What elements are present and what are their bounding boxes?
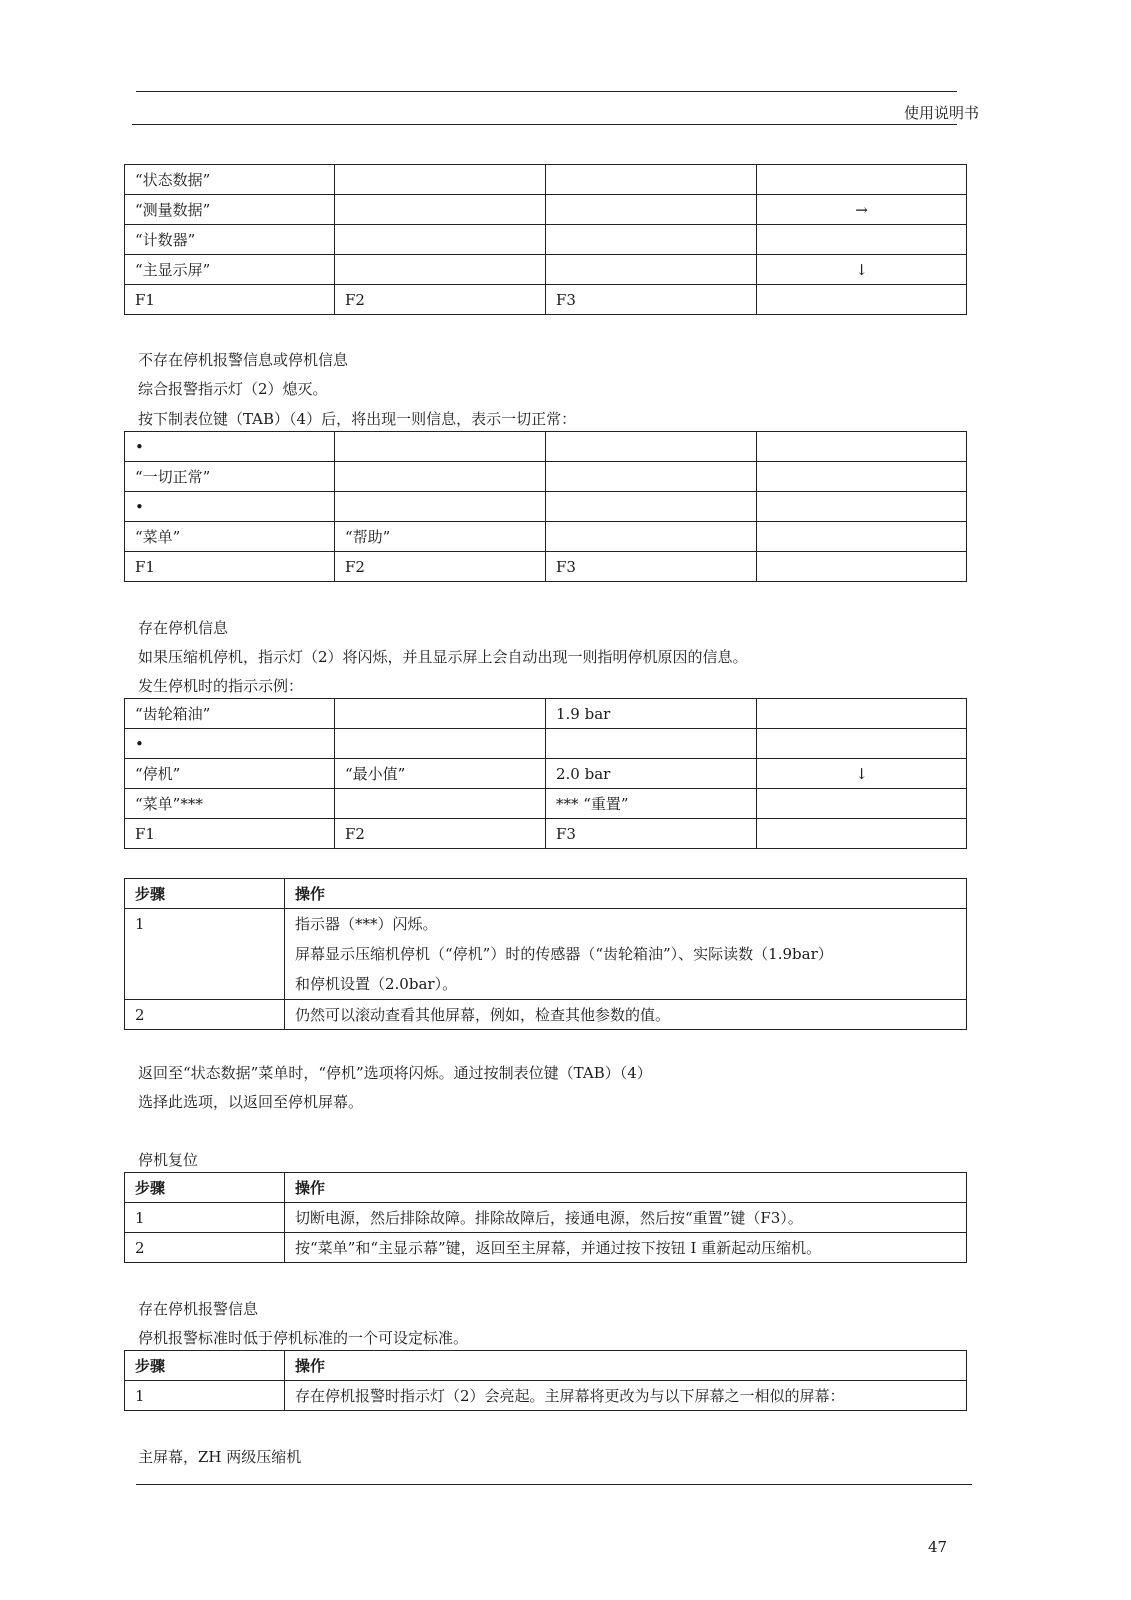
step-action: 仍然可以滚动查看其他屏幕，例如，检查其他参数的值。: [285, 1000, 967, 1030]
table-cell: [546, 729, 757, 759]
table-cell: 1.9 bar: [546, 699, 757, 729]
table-cell: [757, 522, 967, 552]
table-cell: “主显示屏”: [125, 255, 335, 285]
table-row: [125, 432, 967, 462]
step-action: 存在停机报警时指示灯（2）会亮起。主屏幕将更改为与以下屏幕之一相似的屏幕：: [285, 1381, 967, 1411]
table-cell: F2: [335, 285, 546, 315]
section-return-line: 返回至“状态数据”菜单时，“停机”选项将闪烁。通过按制表位键（TAB）（4）: [138, 1064, 652, 1082]
screen-table-shutdown: [124, 698, 967, 849]
steps-header-row: [125, 879, 967, 909]
step-number: 2: [125, 1000, 285, 1030]
table-row: [125, 699, 967, 729]
section-shutdown-line: 发生停机时的指示示例：: [138, 677, 304, 695]
step-number: 2: [125, 1233, 285, 1263]
table-cell: •: [125, 432, 335, 462]
table-cell: F1: [125, 285, 335, 315]
table-cell: [335, 492, 546, 522]
table-cell: F3: [546, 285, 757, 315]
table-cell: [335, 165, 546, 195]
table-cell: “状态数据”: [125, 165, 335, 195]
table-cell: F1: [125, 552, 335, 582]
steps-header-step: 步骤: [125, 1351, 285, 1381]
table-cell: →: [757, 195, 967, 225]
section-ok-title: 不存在停机报警信息或停机信息: [138, 351, 349, 369]
step-action-line: 屏幕显示压缩机停机（“停机”）时的传感器（“齿轮箱油”）、实际读数（1.9bar）: [295, 945, 833, 963]
table-cell: “菜单”***: [125, 789, 335, 819]
table-row: [125, 462, 967, 492]
table-cell: [757, 492, 967, 522]
table-row: [125, 255, 967, 285]
table-cell: [757, 789, 967, 819]
section-return-line: 选择此选项，以返回至停机屏幕。: [138, 1093, 364, 1111]
section-warning-title: 存在停机报警信息: [138, 1300, 259, 1318]
step-number: 1: [125, 1381, 285, 1411]
table-cell: F2: [335, 552, 546, 582]
table-cell: [546, 432, 757, 462]
footer-caption: 主屏幕，ZH 两级压缩机: [138, 1448, 302, 1466]
table-row: [125, 492, 967, 522]
table-cell: F3: [546, 819, 757, 849]
table-row: [125, 1000, 967, 1030]
steps-header-action: 操作: [285, 1173, 967, 1203]
steps-table-shutdown: [124, 878, 967, 1030]
table-cell: [757, 432, 967, 462]
table-cell: [546, 522, 757, 552]
table-cell: [546, 195, 757, 225]
table-cell: “一切正常”: [125, 462, 335, 492]
table-cell: “帮助”: [335, 522, 546, 552]
table-cell: “齿轮箱油”: [125, 699, 335, 729]
steps-header-row: [125, 1351, 967, 1381]
table-cell: [757, 552, 967, 582]
table-cell: [757, 285, 967, 315]
section-shutdown-title: 存在停机信息: [138, 619, 229, 637]
steps-header-action: 操作: [285, 1351, 967, 1381]
table-cell: F2: [335, 819, 546, 849]
table-row: [125, 1233, 967, 1263]
header-bottom-rule: [132, 124, 957, 125]
table-cell: “最小值”: [335, 759, 546, 789]
table-cell: [335, 789, 546, 819]
table-cell: “停机”: [125, 759, 335, 789]
table-cell: [546, 492, 757, 522]
table-row: [125, 1381, 967, 1411]
step-action: 按“菜单”和“主显示幕”键，返回至主屏幕，并通过按下按钮 I 重新起动压缩机。: [285, 1233, 967, 1263]
table-row: [125, 909, 967, 1000]
table-row: [125, 552, 967, 582]
table-row: [125, 759, 967, 789]
table-cell: •: [125, 492, 335, 522]
table-cell: [335, 699, 546, 729]
step-number: 1: [125, 1203, 285, 1233]
header-top-rule: [136, 91, 957, 92]
table-cell: ↓: [757, 255, 967, 285]
section-warning-line: 停机报警标准时低于停机标准的一个可设定标准。: [138, 1329, 469, 1347]
table-row: [125, 789, 967, 819]
steps-header-row: [125, 1173, 967, 1203]
table-cell: [546, 462, 757, 492]
table-row: [125, 819, 967, 849]
table-cell: F3: [546, 552, 757, 582]
table-cell: [335, 462, 546, 492]
table-cell: “计数器”: [125, 225, 335, 255]
section-shutdown-line: 如果压缩机停机，指示灯（2）将闪烁，并且显示屏上会自动出现一则指明停机原因的信息。: [138, 648, 748, 666]
table-cell: “测量数据”: [125, 195, 335, 225]
table-cell: [757, 165, 967, 195]
steps-header-step: 步骤: [125, 1173, 285, 1203]
table-cell: [546, 255, 757, 285]
header-title: 使用说明书: [903, 104, 979, 122]
step-action-line: 和停机设置（2.0bar）。: [295, 975, 458, 993]
screen-table-status: [124, 164, 967, 315]
table-cell: [757, 819, 967, 849]
table-cell: “菜单”: [125, 522, 335, 552]
table-cell: [546, 225, 757, 255]
table-cell: •: [125, 729, 335, 759]
section-reset-title: 停机复位: [138, 1151, 199, 1169]
table-cell: [335, 195, 546, 225]
table-row: [125, 195, 967, 225]
table-cell: 2.0 bar: [546, 759, 757, 789]
table-cell: [757, 225, 967, 255]
table-cell: [757, 729, 967, 759]
footer-rule: [136, 1484, 972, 1485]
step-number: 1: [125, 909, 285, 1000]
table-cell: *** “重置”: [546, 789, 757, 819]
table-cell: [335, 729, 546, 759]
section-ok-line: 综合报警指示灯（2）熄灭。: [138, 380, 328, 398]
steps-header-step: 步骤: [125, 879, 285, 909]
table-cell: ↓: [757, 759, 967, 789]
screen-table-all-ok: [124, 431, 967, 582]
table-cell: [757, 699, 967, 729]
table-cell: [335, 255, 546, 285]
table-cell: [335, 432, 546, 462]
table-cell: F1: [125, 819, 335, 849]
steps-header-action: 操作: [285, 879, 967, 909]
step-action-line: 指示器（***）闪烁。: [295, 915, 438, 933]
page-number: 47: [928, 1538, 948, 1556]
steps-table-reset: [124, 1172, 967, 1263]
table-cell: [335, 225, 546, 255]
table-row: [125, 225, 967, 255]
table-row: [125, 1203, 967, 1233]
table-row: [125, 165, 967, 195]
steps-table-warning: [124, 1350, 967, 1411]
table-row: [125, 522, 967, 552]
table-cell: [757, 462, 967, 492]
step-action: 切断电源，然后排除故障。排除故障后，接通电源，然后按“重置”键（F3）。: [285, 1203, 967, 1233]
table-row: [125, 729, 967, 759]
step-action: [285, 909, 967, 1000]
table-row: [125, 285, 967, 315]
section-ok-line: 按下制表位键（TAB）（4）后，将出现一则信息，表示一切正常：: [138, 410, 577, 428]
table-cell: [546, 165, 757, 195]
